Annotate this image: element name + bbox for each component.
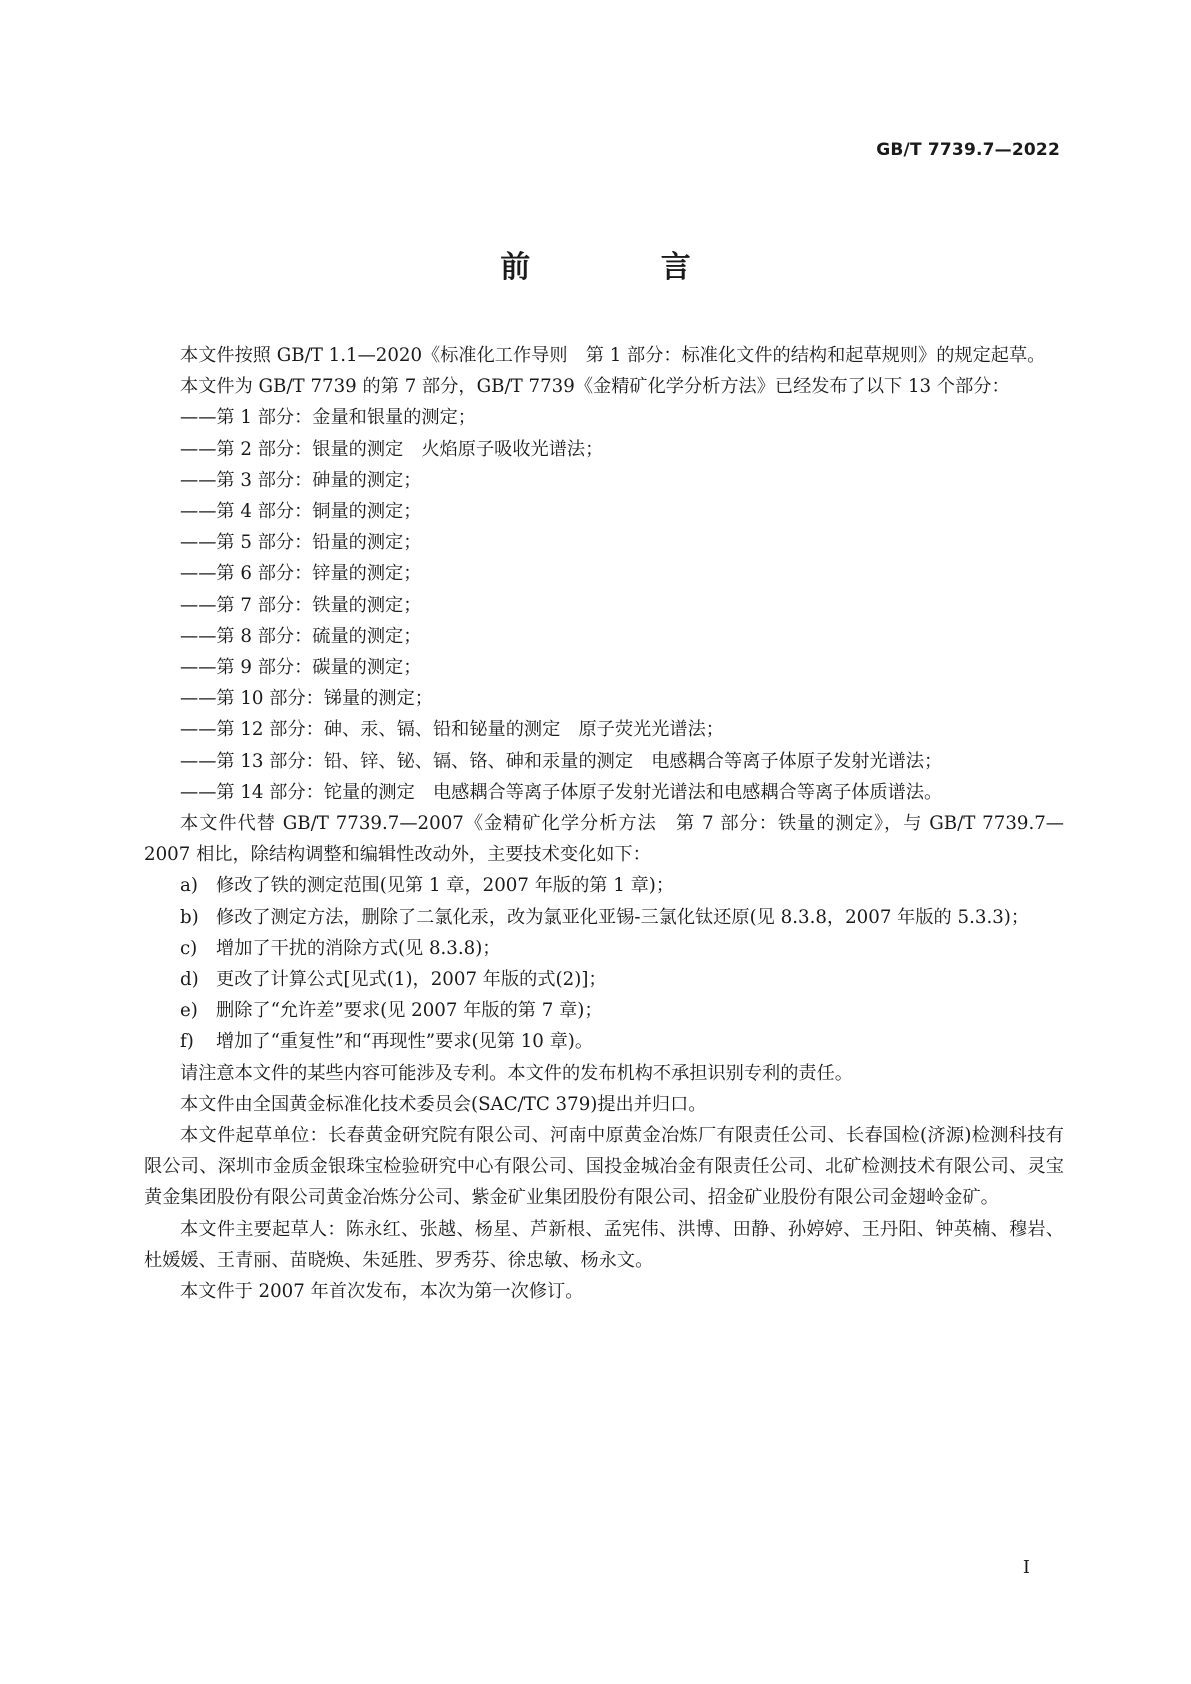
part-item: ——第 13 部分：铅、锌、铋、镉、铬、砷和汞量的测定 电感耦合等离子体原子发射光谱法； [180,750,943,772]
change-text: 修改了测定方法，删除了二氯化汞，改为氯亚化亚锡-三氯化钛还原(见 8.3.8，2007 年版的 5.3.3)； [216,906,1030,928]
part-item: ——第 3 部分：砷量的测定； [180,469,422,491]
change-item [144,933,1064,964]
paragraph-patent: 请注意本文件的某些内容可能涉及专利。本文件的发布机构不承担识别专利的责任。 [180,1062,853,1084]
part-item: ——第 8 部分：硫量的测定； [180,625,422,647]
change-text: 增加了干扰的消除方式(见 8.3.8)； [216,937,501,959]
part-item: ——第 2 部分：银量的测定 火焰原子吸收光谱法； [180,438,604,460]
change-marker: f) [180,1031,194,1053]
change-marker: b) [180,906,199,928]
change-item [144,964,1064,995]
change-item [144,870,1064,901]
foreword-content [144,340,1064,1307]
document-code: GB/T 7739.7—2022 [876,140,1060,160]
paragraph-history: 本文件于 2007 年首次发布，本次为第一次修订。 [180,1281,584,1303]
part-item: ——第 9 部分：碳量的测定； [180,657,422,679]
part-item: ——第 10 部分：锑量的测定； [180,688,433,710]
changes-list [144,870,1064,1057]
change-marker: c) [180,937,198,959]
paragraph-drafters: 本文件主要起草人：陈永红、张越、杨星、芦新根、孟宪伟、洪博、田静、孙婷婷、王丹阳、钟英楠、穆岩、杜媛媛、王青丽、苗晓焕、朱延胜、罗秀芬、徐忠敏、杨永文。 [144,1218,1064,1271]
change-marker: d) [180,969,199,991]
part-item: ——第 4 部分：铜量的测定； [180,501,422,523]
paragraph-series: 本文件为 GB/T 7739 的第 7 部分，GB/T 7739《金精矿化学分析方法》已经发布了以下 13 个部分： [180,376,1010,398]
page-title: 前 言 [500,250,751,285]
part-item: ——第 14 部分：铊量的测定 电感耦合等离子体原子发射光谱法和电感耦合等离子体质谱法。 [180,781,943,803]
part-item: ——第 5 部分：铅量的测定； [180,532,422,554]
part-item: ——第 6 部分：锌量的测定； [180,563,422,585]
paragraph-proposer: 本文件由全国黄金标准化技术委员会(SAC/TC 379)提出并归口。 [180,1093,707,1115]
change-text: 增加了“重复性”和“再现性”要求(见第 10 章)。 [216,1031,594,1053]
change-text: 修改了铁的测定范围(见第 1 章，2007 年版的第 1 章)； [216,875,675,897]
change-item [144,902,1064,933]
change-item [144,1026,1064,1057]
paragraph-replacement: 本文件代替 GB/T 7739.7—2007《金精矿化学分析方法 第 7 部分：铁量的测定》，与 GB/T 7739.7—2007 相比，除结构调整和编辑性改动外，主要技术变化如下： [144,813,1064,866]
part-item: ——第 12 部分：砷、汞、镉、铅和铋量的测定 原子荧光光谱法； [180,719,724,741]
change-item [144,995,1064,1026]
change-marker: a) [180,875,198,897]
paragraph-basis: 本文件按照 GB/T 1.1—2020《标准化工作导则 第 1 部分：标准化文件的结构和起草规则》的规定起草。 [180,345,1046,366]
parts-list [144,402,1064,808]
change-text: 删除了“允许差”要求(见 2007 年版的第 7 章)； [216,1000,603,1022]
change-text: 更改了计算公式[见式(1)，2007 年版的式(2)]； [216,969,607,991]
page-number: I [1022,1557,1030,1578]
part-item: ——第 1 部分：金量和银量的测定； [180,407,476,429]
part-item: ——第 7 部分：铁量的测定； [180,594,422,616]
paragraph-drafting-units: 本文件起草单位：长春黄金研究院有限公司、河南中原黄金冶炼厂有限责任公司、长春国检(济源)检测科技有限公司、深圳市金质金银珠宝检验研究中心有限公司、国投金城冶金有限责任公司、北矿检测技术有限公司、灵宝黄金集团股份有限公司黄金冶炼分公司、紫金矿业集团股份有限公司、招金矿业股份有限公司金翅岭金矿。 [144,1125,1064,1209]
change-marker: e) [180,1000,198,1022]
